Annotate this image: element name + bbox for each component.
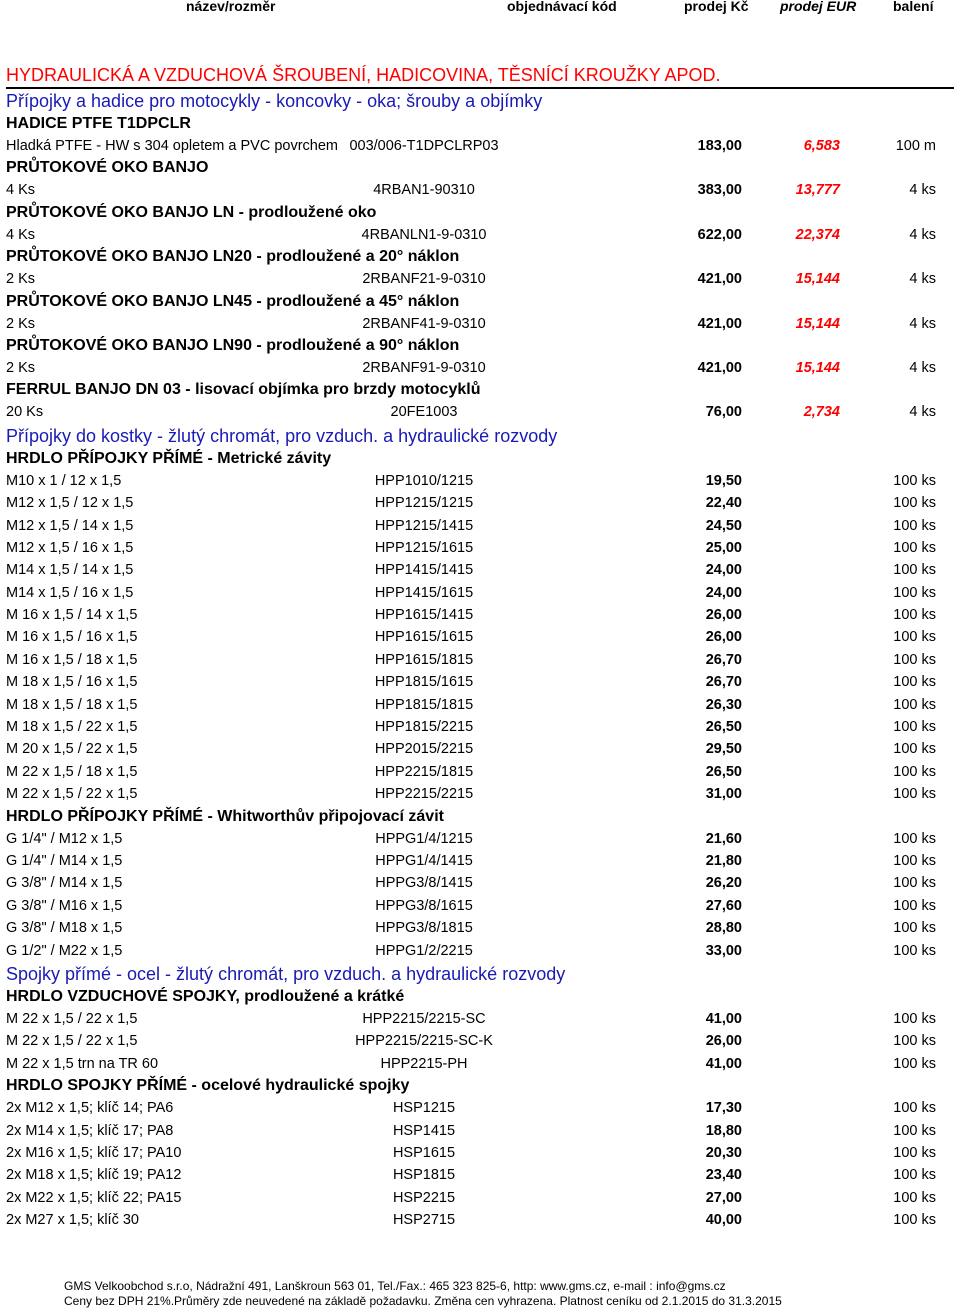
item-name: 20 Ks xyxy=(6,404,44,421)
table-row xyxy=(6,224,954,246)
item-code: HPPG3/8/1615 xyxy=(375,897,473,914)
item-name: M 20 x 1,5 / 22 x 1,5 xyxy=(6,741,138,758)
table-row xyxy=(6,1187,954,1209)
item-name: 2 Ks xyxy=(6,271,36,288)
item-code: HSP1815 xyxy=(392,1167,456,1184)
table-row xyxy=(6,671,954,693)
price-czk: 622,00 xyxy=(697,226,742,243)
table-row xyxy=(6,1164,954,1186)
item-code: HPP1815/1815 xyxy=(374,696,474,713)
package-size: 100 ks xyxy=(893,607,936,624)
table-row xyxy=(6,761,954,783)
price-czk: 21,80 xyxy=(705,852,742,869)
item-name: M 18 x 1,5 / 18 x 1,5 xyxy=(6,696,138,713)
item-code: HPP1615/1415 xyxy=(374,607,474,624)
item-name: M14 x 1,5 / 16 x 1,5 xyxy=(6,584,134,601)
package-size: 100 ks xyxy=(893,517,936,534)
package-size: 100 ks xyxy=(893,830,936,847)
table-row xyxy=(6,1142,954,1164)
item-name: M12 x 1,5 / 12 x 1,5 xyxy=(6,495,134,512)
item-code: HPP2215/2215 xyxy=(374,786,474,803)
item-code: HPPG3/8/1815 xyxy=(375,920,473,937)
price-eur: 6,583 xyxy=(803,138,840,154)
price-czk: 20,30 xyxy=(705,1144,742,1161)
package-size: 100 ks xyxy=(893,651,936,668)
package-size: 100 ks xyxy=(893,719,936,736)
item-code: HPP2015/2215 xyxy=(374,741,474,758)
item-code: HPP1815/2215 xyxy=(374,719,474,736)
table-row xyxy=(6,783,954,805)
footer-contact: GMS Velkoobchod s.r.o, Nádražní 491, Lanškroun 563 01, Tel./Fax.: 465 323 825-6, http: www.gms.cz, e-mail : info@gms.cz xyxy=(64,1279,726,1293)
item-name: 2x M14 x 1,5; klíč 17; PA8 xyxy=(6,1122,174,1139)
item-name: 2x M12 x 1,5; klíč 14; PA6 xyxy=(6,1100,174,1117)
table-row xyxy=(6,895,954,917)
item-name: 2x M27 x 1,5; klíč 30 xyxy=(6,1212,139,1229)
group-title: HRDLO SPOJKY PŘÍMÉ - ocelové hydraulické spojky xyxy=(6,1077,410,1095)
table-row xyxy=(6,559,954,581)
subsection-title: Přípojky a hadice pro motocykly - koncovky - oka; šrouby a objímky xyxy=(6,91,543,111)
package-size: 100 ks xyxy=(893,920,936,937)
price-czk: 383,00 xyxy=(697,182,742,199)
item-name: M 22 x 1,5 / 22 x 1,5 xyxy=(6,1033,138,1050)
package-size: 100 m xyxy=(895,138,936,154)
item-code: HPP1215/1615 xyxy=(374,539,474,556)
package-size: 100 ks xyxy=(893,495,936,512)
item-name: M 22 x 1,5 trn na TR 60 xyxy=(6,1055,159,1072)
table-row xyxy=(6,828,954,850)
price-czk: 41,00 xyxy=(705,1055,742,1072)
price-czk: 40,00 xyxy=(705,1212,742,1229)
item-code: HPP2215/2215-SC xyxy=(362,1010,486,1027)
table-row xyxy=(6,313,954,335)
item-code: HSP2215 xyxy=(392,1189,456,1206)
price-eur: 13,777 xyxy=(795,182,840,199)
item-code: HPP1615/1815 xyxy=(374,651,474,668)
price-eur: 15,144 xyxy=(795,359,840,376)
price-czk: 23,40 xyxy=(705,1167,742,1184)
package-size: 100 ks xyxy=(893,674,936,691)
price-czk: 31,00 xyxy=(705,786,742,803)
item-code: 003/006-T1DPCLRP03 xyxy=(349,138,499,154)
item-name: 2 Ks xyxy=(6,359,36,376)
item-code: HPPG1/4/1415 xyxy=(375,852,473,869)
table-row xyxy=(6,626,954,648)
price-czk: 26,00 xyxy=(705,629,742,646)
item-code: HPP1815/1615 xyxy=(374,674,474,691)
item-name: Hladká PTFE - HW s 304 opletem a PVC povrchem xyxy=(6,138,339,154)
header-name: název/rozměr xyxy=(186,0,276,14)
item-name: M12 x 1,5 / 16 x 1,5 xyxy=(6,539,134,556)
price-czk: 27,60 xyxy=(705,897,742,914)
table-row xyxy=(6,738,954,760)
item-name: M 22 x 1,5 / 22 x 1,5 xyxy=(6,1010,138,1027)
price-czk: 76,00 xyxy=(705,404,742,421)
package-size: 4 ks xyxy=(909,226,936,243)
price-czk: 421,00 xyxy=(697,271,742,288)
item-code: HPP1415/1615 xyxy=(374,584,474,601)
package-size: 4 ks xyxy=(909,404,936,421)
item-name: G 1/4" / M12 x 1,5 xyxy=(6,830,123,847)
item-code: HPPG1/2/2215 xyxy=(375,942,473,959)
price-eur: 22,374 xyxy=(795,226,840,243)
item-name: M 22 x 1,5 / 22 x 1,5 xyxy=(6,786,138,803)
table-row xyxy=(6,492,954,514)
table-row xyxy=(6,179,954,201)
price-czk: 24,50 xyxy=(705,517,742,534)
item-name: G 3/8" / M14 x 1,5 xyxy=(6,875,123,892)
item-name: M 18 x 1,5 / 16 x 1,5 xyxy=(6,674,138,691)
table-row xyxy=(6,401,954,423)
header-price-eur: prodej EUR xyxy=(780,0,857,14)
package-size: 100 ks xyxy=(893,1100,936,1117)
section-title: HYDRAULICKÁ A VZDUCHOVÁ ŠROUBENÍ, HADICOVINA, TĚSNÍCÍ KROUŽKY APOD. xyxy=(6,62,954,89)
package-size: 100 ks xyxy=(893,696,936,713)
table-row xyxy=(6,582,954,604)
price-czk: 26,00 xyxy=(705,607,742,624)
subsection-title: Spojky přímé - ocel - žlutý chromát, pro vzduch. a hydraulické rozvody xyxy=(6,963,566,984)
group-title: FERRUL BANJO DN 03 - lisovací objímka pro brzdy motocyklů xyxy=(6,381,481,399)
price-czk: 26,70 xyxy=(705,674,742,691)
table-row xyxy=(6,940,954,962)
package-size: 100 ks xyxy=(893,741,936,758)
package-size: 100 ks xyxy=(893,1055,936,1072)
price-czk: 19,50 xyxy=(705,472,742,489)
item-name: M 16 x 1,5 / 16 x 1,5 xyxy=(6,629,138,646)
table-row xyxy=(6,1120,954,1142)
package-size: 100 ks xyxy=(893,897,936,914)
item-code: HPP1215/1215 xyxy=(374,495,474,512)
table-row xyxy=(6,649,954,671)
item-name: G 3/8" / M16 x 1,5 xyxy=(6,897,123,914)
package-size: 100 ks xyxy=(893,1122,936,1139)
package-size: 4 ks xyxy=(909,315,936,332)
item-code: HPP2215/1815 xyxy=(374,763,474,780)
item-name: G 1/4" / M14 x 1,5 xyxy=(6,852,123,869)
package-size: 100 ks xyxy=(893,875,936,892)
price-czk: 29,50 xyxy=(705,741,742,758)
table-row xyxy=(6,268,954,290)
item-code: HPP1010/1215 xyxy=(374,472,474,489)
item-name: G 1/2" / M22 x 1,5 xyxy=(6,942,123,959)
price-czk: 25,00 xyxy=(705,539,742,556)
price-czk: 183,00 xyxy=(697,138,742,154)
item-name: M 22 x 1,5 / 18 x 1,5 xyxy=(6,763,138,780)
item-name: M 16 x 1,5 / 14 x 1,5 xyxy=(6,607,138,624)
table-row xyxy=(6,357,954,379)
item-code: HSP1415 xyxy=(392,1122,456,1139)
header-price-czk: prodej Kč xyxy=(684,0,749,14)
item-name: 4 Ks xyxy=(6,182,36,199)
table-row xyxy=(6,1209,954,1231)
header-package: balení xyxy=(893,0,934,14)
package-size: 100 ks xyxy=(893,539,936,556)
item-name: 2 Ks xyxy=(6,315,36,332)
package-size: 100 ks xyxy=(893,1189,936,1206)
price-czk: 421,00 xyxy=(697,315,742,332)
item-code: HPP1215/1415 xyxy=(374,517,474,534)
group-title: HRDLO PŘÍPOJKY PŘÍMÉ - Whitworthův připojovací závit xyxy=(6,807,444,825)
table-row xyxy=(6,604,954,626)
package-size: 4 ks xyxy=(909,182,936,199)
price-czk: 26,00 xyxy=(705,1033,742,1050)
table-row xyxy=(6,716,954,738)
group-title: HRDLO PŘÍPOJKY PŘÍMÉ - Metrické závity xyxy=(6,449,332,467)
item-code: HSP1215 xyxy=(392,1100,456,1117)
package-size: 100 ks xyxy=(893,763,936,780)
group-title: PRŮTOKOVÉ OKO BANJO LN20 - prodloužené a 20° náklon xyxy=(6,248,460,266)
group-title: HADICE PTFE T1DPCLR xyxy=(6,115,191,132)
price-czk: 21,60 xyxy=(705,830,742,847)
item-name: M12 x 1,5 / 14 x 1,5 xyxy=(6,517,134,534)
item-code: HSP1615 xyxy=(392,1144,456,1161)
package-size: 100 ks xyxy=(893,852,936,869)
package-size: 100 ks xyxy=(893,562,936,579)
item-code: HPP2215-PH xyxy=(380,1055,468,1072)
item-code: HPPG3/8/1415 xyxy=(375,875,473,892)
price-czk: 26,50 xyxy=(705,719,742,736)
item-name: M10 x 1 / 12 x 1,5 xyxy=(6,472,122,489)
package-size: 100 ks xyxy=(893,1010,936,1027)
group-title: PRŮTOKOVÉ OKO BANJO xyxy=(6,159,209,177)
item-code: 2RBANF41-9-0310 xyxy=(362,315,486,332)
item-code: HPPG1/4/1215 xyxy=(375,830,473,847)
header-code: objednávací kód xyxy=(507,0,617,14)
item-name: G 3/8" / M18 x 1,5 xyxy=(6,920,123,937)
item-code: 20FE1003 xyxy=(390,404,458,421)
footer-note: Ceny bez DPH 21%.Průměry zde neuvedené na základě požadavku. Změna cen vyhrazena. Platnost ceníku od 2.1.2015 do 31.3.2015 xyxy=(64,1294,782,1308)
item-name: M 18 x 1,5 / 22 x 1,5 xyxy=(6,719,138,736)
table-row xyxy=(6,1008,954,1030)
price-czk: 26,30 xyxy=(705,696,742,713)
item-code: 2RBANF21-9-0310 xyxy=(362,271,486,288)
table-row xyxy=(6,917,954,939)
subsection-title: Přípojky do kostky - žlutý chromát, pro vzduch. a hydraulické rozvody xyxy=(6,425,558,446)
item-name: 2x M22 x 1,5; klíč 22; PA15 xyxy=(6,1189,182,1206)
price-czk: 26,50 xyxy=(705,763,742,780)
item-code: HPP1415/1415 xyxy=(374,562,474,579)
price-czk: 18,80 xyxy=(705,1122,742,1139)
package-size: 4 ks xyxy=(909,271,936,288)
price-czk: 22,40 xyxy=(705,495,742,512)
package-size: 100 ks xyxy=(893,942,936,959)
package-size: 100 ks xyxy=(893,1033,936,1050)
table-row xyxy=(6,537,954,559)
item-name: M14 x 1,5 / 14 x 1,5 xyxy=(6,562,134,579)
price-czk: 24,00 xyxy=(705,562,742,579)
package-size: 100 ks xyxy=(893,472,936,489)
package-size: 100 ks xyxy=(893,1212,936,1229)
item-code: HPP1615/1615 xyxy=(374,629,474,646)
table-row xyxy=(6,135,954,157)
table-row xyxy=(6,850,954,872)
price-czk: 33,00 xyxy=(705,942,742,959)
column-header xyxy=(0,0,960,14)
table-row xyxy=(6,1053,954,1075)
item-name: 4 Ks xyxy=(6,226,36,243)
item-name: M 16 x 1,5 / 18 x 1,5 xyxy=(6,651,138,668)
price-czk: 27,00 xyxy=(705,1189,742,1206)
price-eur: 2,734 xyxy=(803,404,840,421)
group-title: PRŮTOKOVÉ OKO BANJO LN - prodloužené oko xyxy=(6,203,377,221)
table-row xyxy=(6,470,954,492)
group-title: PRŮTOKOVÉ OKO BANJO LN90 - prodloužené a 90° náklon xyxy=(6,336,460,354)
item-code: HSP2715 xyxy=(392,1212,456,1229)
table-row xyxy=(6,1030,954,1052)
price-czk: 26,20 xyxy=(705,875,742,892)
price-eur: 15,144 xyxy=(795,271,840,288)
item-code: 4RBANLN1-9-0310 xyxy=(361,226,487,243)
item-code: 2RBANF91-9-0310 xyxy=(362,359,486,376)
item-name: 2x M16 x 1,5; klíč 17; PA10 xyxy=(6,1144,182,1161)
package-size: 100 ks xyxy=(893,629,936,646)
package-size: 100 ks xyxy=(893,584,936,601)
footer xyxy=(64,1279,782,1309)
table-row xyxy=(6,694,954,716)
price-czk: 24,00 xyxy=(705,584,742,601)
price-czk: 28,80 xyxy=(705,920,742,937)
package-size: 100 ks xyxy=(893,1144,936,1161)
package-size: 4 ks xyxy=(909,359,936,376)
group-title: PRŮTOKOVÉ OKO BANJO LN45 - prodloužené a 45° náklon xyxy=(6,292,460,310)
table-row xyxy=(6,515,954,537)
price-czk: 26,70 xyxy=(705,651,742,668)
price-list xyxy=(6,62,954,1231)
price-czk: 41,00 xyxy=(705,1010,742,1027)
item-code: HPP2215/2215-SC-K xyxy=(355,1033,493,1050)
item-name: 2x M18 x 1,5; klíč 19; PA12 xyxy=(6,1167,182,1184)
package-size: 100 ks xyxy=(893,786,936,803)
table-row xyxy=(6,872,954,894)
group-title: HRDLO VZDUCHOVÉ SPOJKY, prodloužené a krátké xyxy=(6,987,405,1005)
table-row xyxy=(6,1097,954,1119)
price-czk: 17,30 xyxy=(705,1100,742,1117)
price-czk: 421,00 xyxy=(697,359,742,376)
package-size: 100 ks xyxy=(893,1167,936,1184)
price-eur: 15,144 xyxy=(795,315,840,332)
item-code: 4RBAN1-90310 xyxy=(373,182,475,199)
